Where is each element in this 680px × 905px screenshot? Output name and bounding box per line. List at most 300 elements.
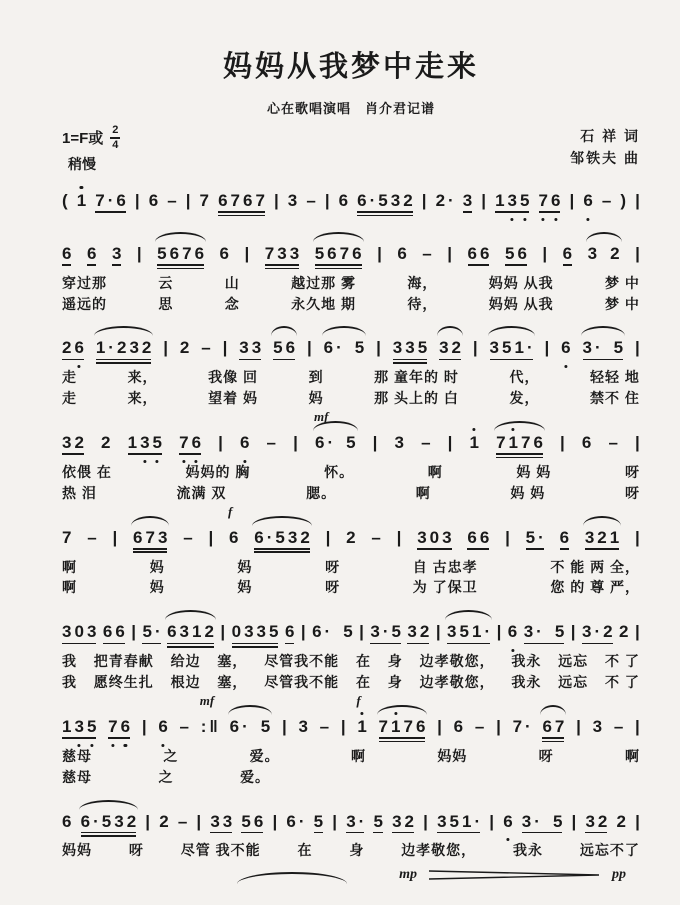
lyric-text: 妈妈 从我 bbox=[488, 295, 554, 312]
dynamic-mark: mf bbox=[199, 692, 215, 708]
composer-credit: 邹铁夫 曲 bbox=[570, 150, 640, 167]
lyric-text: 流满 双 bbox=[176, 484, 227, 501]
music-system bbox=[62, 409, 640, 503]
notation-group: 2 bbox=[179, 338, 190, 358]
notation-group: 3 5 1 · bbox=[490, 339, 533, 357]
tempo-marking: 稍慢 bbox=[68, 155, 96, 172]
beam-underline bbox=[315, 264, 362, 266]
notation-group: 6 bbox=[219, 243, 230, 263]
beam-underline bbox=[62, 737, 96, 739]
music-system bbox=[62, 320, 640, 408]
notation-group: 3 bbox=[287, 191, 298, 210]
beam-underline bbox=[133, 548, 167, 550]
lyric-text: 禁不 住 bbox=[590, 390, 640, 407]
beam-underline bbox=[468, 264, 490, 266]
slur-arc bbox=[494, 421, 545, 431]
notation-group: | bbox=[544, 338, 550, 358]
beam-underline bbox=[373, 832, 382, 834]
notation-group: 5 bbox=[373, 813, 382, 831]
notation-group: 6 3 1 2 bbox=[167, 623, 214, 641]
notation-group: | bbox=[421, 191, 427, 210]
slur-arc bbox=[437, 326, 463, 336]
notation-group: – bbox=[421, 433, 431, 453]
notation-group: 6 bbox=[583, 192, 592, 210]
lyric-text: 云 bbox=[158, 274, 174, 291]
notation-group: | bbox=[141, 716, 147, 736]
lyric-text: 妈妈 bbox=[437, 747, 468, 764]
beam-underline bbox=[346, 832, 364, 834]
notation-group: 3 0 3 bbox=[417, 529, 451, 547]
notation-group: 3 5 1 · bbox=[437, 813, 480, 831]
notation-group: 2 bbox=[159, 811, 169, 831]
slur-arc bbox=[131, 516, 169, 526]
notation-group: | bbox=[218, 433, 223, 453]
time-signature bbox=[110, 125, 120, 151]
notation-group: | bbox=[196, 811, 202, 831]
octave-dot-above bbox=[80, 186, 83, 189]
slur-arc bbox=[377, 705, 428, 715]
notation-group: 2 bbox=[346, 527, 356, 547]
lyric-text: 远忘 bbox=[558, 653, 589, 670]
lyrics-line bbox=[62, 484, 640, 503]
beam-underline bbox=[179, 453, 201, 455]
notation-group: | bbox=[163, 338, 169, 358]
notation-group: 6 bbox=[503, 813, 512, 831]
meter-denominator: 4 bbox=[112, 138, 119, 151]
lyric-text: 愿终生扎 bbox=[93, 674, 154, 691]
notation-group: | bbox=[437, 716, 442, 736]
notation-group: | bbox=[273, 191, 279, 210]
lyric-text: 不 了 bbox=[604, 653, 640, 670]
notation-group: 6 6 bbox=[467, 529, 489, 547]
lyric-text: 来， bbox=[127, 369, 158, 386]
beam-underline bbox=[496, 453, 543, 455]
beam-underline bbox=[157, 268, 204, 270]
beam-underline bbox=[392, 832, 414, 834]
score-meta bbox=[62, 124, 640, 172]
lyric-text: 念 bbox=[224, 295, 240, 312]
notation-group: 7 · 6 bbox=[95, 192, 126, 210]
beam-underline bbox=[583, 359, 624, 361]
dynamic-mark: mf bbox=[313, 409, 329, 425]
lyric-text: 在 bbox=[355, 674, 371, 691]
lyric-text: 慈母 bbox=[62, 768, 92, 785]
notation-group: ( bbox=[62, 191, 68, 210]
notation-group: 6 7 3 bbox=[133, 529, 167, 547]
lyric-text: 梦 中 bbox=[605, 295, 640, 312]
meter-numerator: 2 bbox=[112, 124, 119, 136]
notation-group: ) bbox=[620, 191, 627, 210]
beam-underline bbox=[133, 551, 167, 553]
lyric-text: 您 的 尊 严， bbox=[550, 579, 640, 596]
lyric-text: 边孝敬您， bbox=[401, 842, 477, 859]
notation-group: 3 bbox=[394, 433, 404, 453]
beam-underline bbox=[505, 264, 527, 266]
notation-group: 6 bbox=[338, 191, 349, 210]
notation-group: | bbox=[396, 527, 402, 547]
notation-group: 6 7 bbox=[542, 718, 564, 736]
notation-group: 6 bbox=[563, 245, 572, 263]
lyric-text: 塞， bbox=[217, 674, 248, 691]
lyric-text: 待， bbox=[407, 295, 438, 312]
lyrics-line bbox=[62, 747, 640, 766]
beam-underline bbox=[437, 832, 480, 834]
notation-group: | bbox=[472, 338, 478, 358]
lyric-text: 为 了保卫 bbox=[412, 579, 478, 596]
lyric-text: 不 能 两 全， bbox=[550, 558, 640, 575]
notation-group: 3 bbox=[298, 716, 308, 736]
performance-credit: 心在歌唱演唱 肖介君记谱 bbox=[266, 101, 435, 116]
notation-group: 2 bbox=[616, 811, 626, 831]
notation-group: 6 bbox=[87, 245, 96, 263]
lyric-text: 我永 bbox=[511, 674, 542, 691]
lyricist-credit: 石 祥 词 bbox=[580, 128, 640, 144]
credits bbox=[570, 125, 640, 170]
notation-group: – bbox=[266, 433, 277, 453]
notation-line bbox=[62, 173, 640, 219]
lyric-text: 妈 妈 bbox=[510, 484, 546, 501]
beam-underline bbox=[81, 835, 137, 837]
notation-group: 7 6 bbox=[539, 192, 561, 210]
beam-underline bbox=[62, 264, 71, 266]
notation-group: | bbox=[281, 716, 287, 736]
notation-group: | bbox=[542, 243, 548, 263]
beam-underline bbox=[254, 551, 310, 553]
slur-arc bbox=[313, 421, 358, 431]
notation-group: f 6 bbox=[228, 503, 239, 547]
lyric-text: 妈妈的 胸 bbox=[185, 463, 251, 480]
notation-group: – bbox=[371, 527, 381, 547]
notation-group: | bbox=[300, 622, 306, 642]
slur-arc bbox=[581, 326, 626, 336]
lyric-text: 依偎 在 bbox=[62, 463, 112, 480]
beam-underline bbox=[232, 646, 279, 648]
lyric-text: 妈妈 bbox=[62, 842, 92, 859]
music-system bbox=[62, 503, 640, 598]
dynamic-mark: f bbox=[228, 503, 233, 519]
notation-group: 3 · 2 bbox=[582, 623, 613, 641]
notation-group: 2 bbox=[101, 433, 111, 453]
beam-underline bbox=[542, 737, 564, 739]
dynamic-mark: f bbox=[356, 692, 361, 708]
notation-group: 3 · 5 bbox=[524, 623, 565, 641]
notation-group: mf : ‖ bbox=[199, 692, 218, 736]
notation-group: | bbox=[222, 338, 228, 358]
lyrics-line bbox=[62, 463, 640, 482]
beam-underline bbox=[239, 359, 261, 361]
notation-group: | bbox=[635, 811, 640, 831]
notation-group: 6 · 5 bbox=[312, 622, 353, 642]
notation-group: 5 bbox=[314, 813, 323, 831]
notation-group: 3 3 bbox=[210, 813, 232, 831]
lyric-text: 之 bbox=[163, 747, 179, 764]
notation-group: | bbox=[635, 527, 640, 547]
notation-group: – bbox=[306, 191, 316, 210]
lyric-text: 在 bbox=[355, 653, 371, 670]
notation-group: – bbox=[422, 243, 432, 263]
music-system bbox=[62, 173, 640, 219]
notation-group: 5 6 7 6 bbox=[315, 245, 362, 263]
lyric-text: 之 bbox=[158, 768, 174, 785]
notation-group: 6 6 bbox=[468, 245, 490, 263]
slur-arc bbox=[445, 610, 492, 620]
notation-group: 6 bbox=[581, 433, 592, 453]
lyric-text: 我 bbox=[62, 674, 77, 691]
notation-line bbox=[62, 226, 640, 272]
notation-group: 0 3 3 5 bbox=[232, 623, 279, 641]
notation-group: | bbox=[377, 243, 382, 263]
notation-group: 3 5 1 · bbox=[447, 623, 490, 641]
beam-underline bbox=[265, 264, 299, 266]
notation-line bbox=[62, 604, 640, 650]
notation-group: | bbox=[496, 716, 501, 736]
lyric-text: 永久地 期 bbox=[291, 295, 357, 312]
notation-group: – bbox=[179, 716, 189, 736]
notation-group: mf 6 · 5 bbox=[313, 409, 356, 453]
notation-group: | bbox=[447, 433, 453, 453]
lyric-text: 尽管我不能 bbox=[264, 674, 340, 691]
notation-line bbox=[62, 503, 640, 556]
notation-group: 1 3 5 bbox=[62, 718, 96, 736]
notation-group: 5 6 bbox=[505, 245, 527, 263]
lyric-text: 爱。 bbox=[240, 768, 271, 785]
notation-group: 3 bbox=[592, 716, 603, 736]
beam-underline bbox=[232, 643, 279, 645]
notation-group: | bbox=[447, 243, 453, 263]
notation-group: | bbox=[372, 433, 378, 453]
lyric-text: 啊 bbox=[415, 484, 431, 501]
notation-group: – bbox=[167, 191, 177, 210]
slur-arc bbox=[94, 326, 154, 336]
beam-underline bbox=[524, 643, 565, 645]
lyric-text: 妈 bbox=[308, 390, 324, 407]
decrescendo-hairpin bbox=[427, 869, 602, 881]
notation-group: | bbox=[635, 338, 640, 358]
lyric-text: 远忘不了 bbox=[579, 842, 640, 859]
lyric-text: 呀 bbox=[624, 484, 640, 501]
lyric-text: 啊 bbox=[350, 747, 366, 764]
beam-underline bbox=[417, 548, 451, 550]
lyric-text: 啊 bbox=[62, 558, 77, 575]
lyric-text: 远忘 bbox=[558, 674, 589, 691]
octave-dot-below bbox=[511, 218, 514, 221]
notation-group: 6 bbox=[62, 245, 71, 263]
lyric-text: 啊 bbox=[624, 747, 640, 764]
beam-underline bbox=[315, 268, 362, 270]
notation-group: 3 · 5 bbox=[583, 339, 624, 357]
lyric-text: 那 童年的 时 bbox=[374, 369, 459, 386]
notation-group: 3 · 5 bbox=[522, 813, 563, 831]
notation-group: 3 0 3 bbox=[62, 623, 96, 641]
lyric-text: 越过那 雾 bbox=[291, 274, 357, 291]
song-title: 妈妈从我梦中走来 bbox=[222, 51, 479, 83]
lyric-text: 尽管 我不能 bbox=[180, 842, 261, 859]
slur-arc bbox=[228, 705, 273, 715]
notation-group: 3 2 bbox=[392, 813, 414, 831]
lyric-text: 海， bbox=[407, 274, 438, 291]
lyric-text: 腮。 bbox=[306, 484, 337, 501]
beam-underline bbox=[142, 643, 160, 645]
notation-group: 3 bbox=[463, 192, 472, 210]
music-system bbox=[62, 692, 640, 787]
notation-group: 7 · bbox=[512, 716, 531, 736]
notation-group: | bbox=[325, 527, 331, 547]
slur-arc bbox=[488, 326, 535, 336]
lyric-text: 妈 bbox=[149, 579, 165, 596]
beam-underline bbox=[496, 457, 543, 459]
beam-underline bbox=[62, 643, 96, 645]
notation-group: 6 · 5 3 2 bbox=[81, 813, 137, 831]
lyric-text: 我像 回 bbox=[208, 369, 259, 386]
notation-group: – bbox=[87, 527, 97, 547]
notation-group: 7 1 7 6 bbox=[496, 434, 543, 452]
beam-underline bbox=[439, 359, 461, 361]
notation-group: 3 · 5 bbox=[370, 623, 401, 641]
lyrics-line bbox=[62, 558, 640, 577]
beam-underline bbox=[273, 359, 295, 361]
notation-group: 7 bbox=[62, 527, 72, 547]
slur-arc bbox=[322, 326, 367, 336]
lyric-text: 边孝敬您， bbox=[419, 674, 495, 691]
notation-group: – bbox=[608, 433, 618, 453]
lyric-text: 妈 bbox=[149, 558, 165, 575]
notation-group: 6 · 5 bbox=[324, 339, 365, 357]
lyric-text: 走 bbox=[62, 390, 77, 407]
notation-line bbox=[62, 320, 640, 366]
notation-group: 6 bbox=[561, 339, 570, 357]
notation-group: 6 bbox=[158, 718, 167, 736]
notation-group: 7 6 bbox=[108, 718, 130, 736]
lyric-text: 呀 bbox=[325, 558, 341, 575]
notation-group: 5 6 7 6 bbox=[157, 245, 204, 263]
lyric-text: 代， bbox=[509, 369, 540, 386]
notation-group: – bbox=[201, 338, 211, 358]
lyric-text: 到 bbox=[308, 369, 324, 386]
notation-group: | bbox=[576, 716, 581, 736]
notation-group: – bbox=[177, 811, 188, 831]
lyric-text: 爱。 bbox=[249, 747, 280, 764]
lyric-text: 身 bbox=[387, 653, 403, 670]
lyrics-line bbox=[62, 841, 640, 860]
beam-underline bbox=[379, 737, 426, 739]
beam-underline bbox=[62, 359, 84, 361]
notation-group: | bbox=[635, 243, 640, 263]
notation-group: | bbox=[359, 622, 364, 642]
slur-arc bbox=[252, 516, 312, 526]
lyrics-line bbox=[62, 673, 640, 692]
lyric-text: 思 bbox=[158, 295, 174, 312]
notation-group: 6 7 6 7 bbox=[218, 192, 265, 210]
lyric-text: 遥远的 bbox=[62, 295, 107, 312]
notation-group: 3 3 bbox=[239, 339, 261, 357]
lyric-text: 身 bbox=[349, 842, 365, 859]
beam-underline bbox=[357, 211, 413, 213]
notation-group: 6 bbox=[508, 623, 517, 641]
notation-group: 6 bbox=[560, 529, 569, 547]
beam-underline bbox=[314, 832, 323, 834]
tie-arc bbox=[237, 872, 347, 884]
notation-group: | bbox=[569, 191, 575, 210]
beam-underline bbox=[357, 215, 413, 217]
notation-group: | bbox=[208, 527, 214, 547]
notation-group: | bbox=[340, 716, 346, 736]
lyric-text: 热 泪 bbox=[62, 484, 97, 501]
lyric-text: 在 bbox=[297, 842, 313, 859]
lyric-text: 走 bbox=[62, 369, 77, 386]
notation-group: 1 bbox=[77, 192, 86, 210]
lyric-text: 啊 bbox=[427, 463, 443, 480]
notation-group: | bbox=[481, 191, 487, 210]
key-signature bbox=[62, 125, 120, 151]
lyric-text: 妈 bbox=[237, 558, 253, 575]
beam-underline bbox=[62, 453, 84, 455]
slur-arc bbox=[540, 705, 566, 715]
notation-group: 6 bbox=[148, 191, 159, 210]
notation-group: | bbox=[634, 622, 640, 642]
notation-group: | bbox=[220, 622, 226, 642]
lyric-text: 给边 bbox=[170, 653, 201, 670]
beam-underline bbox=[563, 264, 572, 266]
beam-underline bbox=[539, 211, 561, 213]
notation-group: 3 3 5 bbox=[393, 339, 427, 357]
notation-group: 2 · bbox=[435, 191, 454, 210]
notation-group: | bbox=[570, 622, 576, 642]
notation-group: 3 2 bbox=[585, 813, 607, 831]
notation-group: 6 bbox=[397, 243, 407, 263]
notation-group: 3 2 bbox=[407, 623, 429, 641]
notation-group: | bbox=[324, 191, 330, 210]
lyric-text: 山 bbox=[224, 274, 240, 291]
notation-group: 1 bbox=[470, 434, 479, 452]
beam-underline bbox=[167, 643, 214, 645]
notation-group: 2 bbox=[619, 622, 629, 642]
beam-underline bbox=[96, 362, 152, 364]
notation-group: | bbox=[571, 811, 577, 831]
beam-underline bbox=[218, 215, 265, 217]
lyrics-line bbox=[62, 578, 640, 597]
notation-group: 1 3 5 bbox=[495, 192, 529, 210]
lyrics-line bbox=[62, 768, 270, 787]
lyric-text: 呀 bbox=[128, 842, 144, 859]
lyric-text: 妈妈 从我 bbox=[488, 274, 554, 291]
beam-underline bbox=[490, 359, 533, 361]
notation-group: | bbox=[332, 811, 338, 831]
octave-dot-below bbox=[542, 218, 545, 221]
lyrics-line bbox=[62, 295, 640, 314]
slur-arc bbox=[583, 516, 621, 526]
notation-group: | bbox=[272, 811, 278, 831]
notation-group: | bbox=[635, 433, 640, 453]
beam-underline bbox=[210, 832, 232, 834]
beam-underline bbox=[108, 737, 130, 739]
notation-group: | bbox=[496, 622, 502, 642]
lyric-text: 梦 中 bbox=[605, 274, 640, 291]
notation-group: | bbox=[131, 622, 137, 642]
notation-group: | bbox=[423, 811, 428, 831]
key-tempo-block bbox=[62, 125, 120, 174]
lyric-text: 我 bbox=[62, 653, 77, 670]
closing-dynamics bbox=[62, 867, 640, 883]
notation-group: – bbox=[319, 716, 330, 736]
lyric-text: 根边 bbox=[170, 674, 201, 691]
notation-group: | bbox=[185, 191, 191, 210]
beam-underline bbox=[447, 643, 490, 645]
lyric-text: 呀 bbox=[624, 463, 640, 480]
notation-group: 7 bbox=[199, 191, 210, 210]
lyric-text: 穿过那 bbox=[62, 274, 107, 291]
notation-group: | bbox=[435, 622, 441, 642]
notation-group: 7 1 7 6 bbox=[379, 718, 426, 736]
